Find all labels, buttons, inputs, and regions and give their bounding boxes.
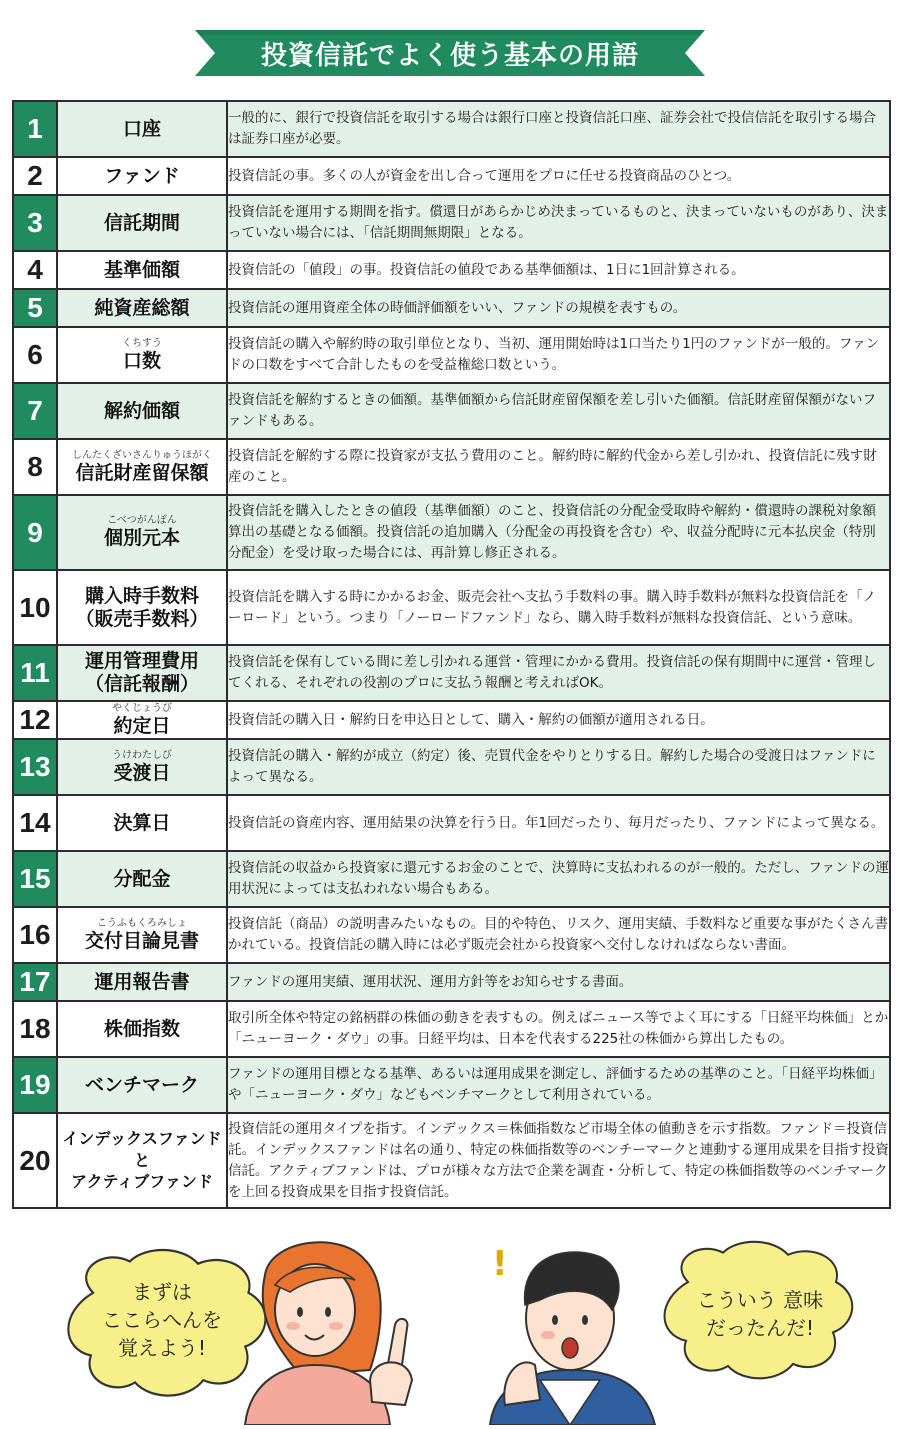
term-description: 投資信託の購入や解約時の取引単位となり、当初、運用開始時は1口当たり1円のファンドが一般的。ファンドの口数をすべて合計したものを受益権総口数という。 bbox=[227, 327, 890, 383]
term-label: 購入時手数料 bbox=[84, 584, 199, 607]
term-name bbox=[57, 645, 227, 701]
term-row bbox=[13, 570, 890, 645]
man-character bbox=[490, 1252, 655, 1425]
term-label: （販売手数料） bbox=[75, 607, 209, 630]
term-number: 13 bbox=[13, 739, 57, 795]
term-number: 17 bbox=[13, 963, 57, 1001]
term-row bbox=[13, 495, 890, 570]
term-name bbox=[57, 570, 227, 645]
term-description: 投資信託の運用タイプを指す。インデックス＝株価指数など市場全体の値動きを示す指数。ファンド＝投資信託。インデックスファンドは名の通り、特定の株価指数等のベンチーマークと連動する運用成果を目指す投資信託。アクティブファンドは、プロが様々な方法で企業を調査・分析して、特定の株価指数等のベンチマークを上回る投資成果を目指す投資信託。 bbox=[227, 1113, 890, 1208]
term-name bbox=[57, 439, 227, 495]
term-description: 投資信託の事。多くの人が資金を出し合って運用をプロに任せる投資商品のひとつ。 bbox=[227, 157, 890, 195]
term-description: 投資信託を購入する時にかかるお金、販売会社へ支払う手数料の事。購入時手数料が無料な投資信託を「ノーロード」という。つまり「ノーロードファンド」なら、購入時手数料が無料な投資信託、という意味。 bbox=[227, 570, 890, 645]
term-name bbox=[57, 739, 227, 795]
terms-table bbox=[12, 100, 891, 1209]
term-label: ファンド bbox=[104, 164, 180, 187]
term-row bbox=[13, 963, 890, 1001]
term-label: 受渡日 bbox=[113, 761, 171, 784]
term-number: 18 bbox=[13, 1001, 57, 1057]
term-description: 投資信託を解約する際に投資家が支払う費用のこと。解約時に解約代金から差し引かれ、投資信託に残す財産のこと。 bbox=[227, 439, 890, 495]
term-label: 基準価額 bbox=[103, 258, 180, 281]
term-label: 交付目論見書 bbox=[84, 929, 199, 952]
term-name bbox=[57, 495, 227, 570]
term-label: 口数 bbox=[122, 349, 161, 372]
term-description: 投資信託の運用資産全体の時価評価額をいい、ファンドの規模を表すもの。 bbox=[227, 289, 890, 327]
term-label: 口座 bbox=[122, 117, 161, 140]
term-row bbox=[13, 289, 890, 327]
term-label: アクティブファンド bbox=[71, 1172, 213, 1192]
title-banner bbox=[195, 24, 705, 82]
term-row bbox=[13, 1057, 890, 1113]
term-label: ベンチマーク bbox=[84, 1073, 199, 1096]
term-row bbox=[13, 1113, 890, 1208]
term-name bbox=[57, 1113, 227, 1208]
term-number: 4 bbox=[13, 251, 57, 289]
term-reading: うけわたしび bbox=[112, 749, 172, 761]
term-row bbox=[13, 157, 890, 195]
term-number: 3 bbox=[13, 195, 57, 251]
term-label: 信託期間 bbox=[103, 211, 180, 234]
term-description: 投資信託（商品）の説明書みたいなもの。目的や特色、リスク、運用実績、手数料など重要な事がたくさん書かれている。投資信託の購入時には必ず販売会社から投資家へ交付しなければならない書面。 bbox=[227, 907, 890, 963]
term-reading: こうふもくろみしょ bbox=[97, 917, 187, 929]
page-title: 投資信託でよく使う基本の用語 bbox=[260, 40, 639, 71]
term-label: 約定日 bbox=[113, 714, 171, 737]
term-row bbox=[13, 383, 890, 439]
term-name bbox=[57, 251, 227, 289]
term-number: 16 bbox=[13, 907, 57, 963]
term-description: 投資信託を保有している間に差し引かれる運営・管理にかかる費用。投資信託の保有期間中に運営・管理してくれる、それぞれの役割のプロに支払う報酬と考えればOK。 bbox=[227, 645, 890, 701]
term-row bbox=[13, 195, 890, 251]
term-name bbox=[57, 101, 227, 157]
term-name bbox=[57, 907, 227, 963]
term-label: （信託報酬） bbox=[84, 673, 199, 695]
term-label: 株価指数 bbox=[103, 1017, 180, 1040]
term-row bbox=[13, 645, 890, 701]
term-label: 決算日 bbox=[113, 811, 171, 834]
term-label: 解約価額 bbox=[103, 399, 180, 422]
term-label: 個別元本 bbox=[103, 527, 180, 550]
term-number: 2 bbox=[13, 157, 57, 195]
term-number: 1 bbox=[13, 101, 57, 157]
term-number: 6 bbox=[13, 327, 57, 383]
term-row bbox=[13, 701, 890, 739]
term-name bbox=[57, 195, 227, 251]
term-name bbox=[57, 795, 227, 851]
term-reading: くちすう bbox=[122, 337, 162, 349]
term-name bbox=[57, 289, 227, 327]
term-name bbox=[57, 1057, 227, 1113]
term-row bbox=[13, 101, 890, 157]
term-description: 投資信託の購入日・解約日を申込日として、購入・解約の価額が適用される日。 bbox=[227, 701, 890, 739]
term-description: 取引所全体や特定の銘柄群の株価の動きを表すもの。例えばニュース等でよく耳にする「日経平均株価」とか「ニューヨーク・ダウ」の事。日経平均は、日本を代表する225社の株価から算出したもの。 bbox=[227, 1001, 890, 1057]
term-number: 15 bbox=[13, 851, 57, 907]
term-label: と bbox=[133, 1150, 150, 1170]
term-row bbox=[13, 327, 890, 383]
term-number: 14 bbox=[13, 795, 57, 851]
term-row bbox=[13, 251, 890, 289]
term-number: 9 bbox=[13, 495, 57, 570]
term-description: ファンドの運用実績、運用状況、運用方針等をお知らせする書面。 bbox=[227, 963, 890, 1001]
term-reading: こべつがんぽん bbox=[107, 515, 177, 527]
term-label: 運用報告書 bbox=[94, 970, 190, 993]
term-number: 12 bbox=[13, 701, 57, 739]
term-row bbox=[13, 795, 890, 851]
term-name bbox=[57, 157, 227, 195]
term-description: 投資信託の「値段」の事。投資信託の値段である基準価額は、1日に1回計算される。 bbox=[227, 251, 890, 289]
term-description: 投資信託の購入・解約が成立（約定）後、売買代金をやりとりする日。解約した場合の受渡日はファンドによって異なる。 bbox=[227, 739, 890, 795]
term-reading: やくじょうび bbox=[112, 702, 172, 714]
term-name bbox=[57, 851, 227, 907]
term-name bbox=[57, 383, 227, 439]
term-row bbox=[13, 739, 890, 795]
term-number: 20 bbox=[13, 1113, 57, 1208]
term-description: 投資信託の資産内容、運用結果の決算を行う日。年1回だったり、毎月だったり、ファンドによって異なる。 bbox=[227, 795, 890, 851]
term-label: 信託財産留保額 bbox=[75, 461, 209, 484]
term-reading: しんたくざいさんりゅうほがく bbox=[72, 449, 212, 461]
term-row bbox=[13, 851, 890, 907]
term-number: 7 bbox=[13, 383, 57, 439]
term-row bbox=[13, 1001, 890, 1057]
term-description: 投資信託を解約するときの価額。基準価額から信託財産留保額を差し引いた価額。信託財産留保額がないファンドもある。 bbox=[227, 383, 890, 439]
term-name bbox=[57, 701, 227, 739]
right-bubble-text: こういう 意味 だったんだ! bbox=[696, 1288, 824, 1340]
term-label: 分配金 bbox=[113, 867, 171, 890]
term-label: 純資産総額 bbox=[94, 296, 190, 319]
term-number: 5 bbox=[13, 289, 57, 327]
term-row bbox=[13, 907, 890, 963]
term-description: 投資信託を購入したときの値段（基準価額）のこと、投資信託の分配金受取時や解約・償還時の課税対象額算出の基礎となる価額。投資信託の追加購入（分配金の再投資を含む）や、収益分配時に元本払戻金（特別分配金）を受け取った場合には、再計算し修正される。 bbox=[227, 495, 890, 570]
term-number: 19 bbox=[13, 1057, 57, 1113]
term-description: ファンドの運用目標となる基準、あるいは運用成果を測定し、評価するための基準のこと。「日経平均株価」や「ニューヨーク・ダウ」などもベンチマークとして利用されている。 bbox=[227, 1057, 890, 1113]
term-number: 8 bbox=[13, 439, 57, 495]
term-name bbox=[57, 1001, 227, 1057]
term-description: 投資信託の収益から投資家に還元するお金のことで、決算時に支払われるのが一般的。ただし、ファンドの運用状況によっては支払われない場合もある。 bbox=[227, 851, 890, 907]
term-row bbox=[13, 439, 890, 495]
term-number: 11 bbox=[13, 645, 57, 701]
term-number: 10 bbox=[13, 570, 57, 645]
term-label: インデックスファンド bbox=[62, 1129, 222, 1149]
woman-character bbox=[245, 1242, 412, 1425]
term-name bbox=[57, 963, 227, 1001]
term-label: 運用管理費用 bbox=[84, 650, 199, 673]
left-bubble-text: まずは ここらへんを 覚えよう! bbox=[102, 1280, 222, 1360]
exclamation-mark: ! bbox=[492, 1244, 508, 1284]
term-description: 投資信託を運用する期間を指す。償還日があらかじめ決まっているものと、決まっていないものがあり、決まっていない場合には、「信託期間無期限」となる。 bbox=[227, 195, 890, 251]
term-description: 一般的に、銀行で投資信託を取引する場合は銀行口座と投資信託口座、証券会社で投信信託を取引する場合は証券口座が必要。 bbox=[227, 101, 890, 157]
illustration bbox=[0, 1230, 900, 1425]
term-name bbox=[57, 327, 227, 383]
